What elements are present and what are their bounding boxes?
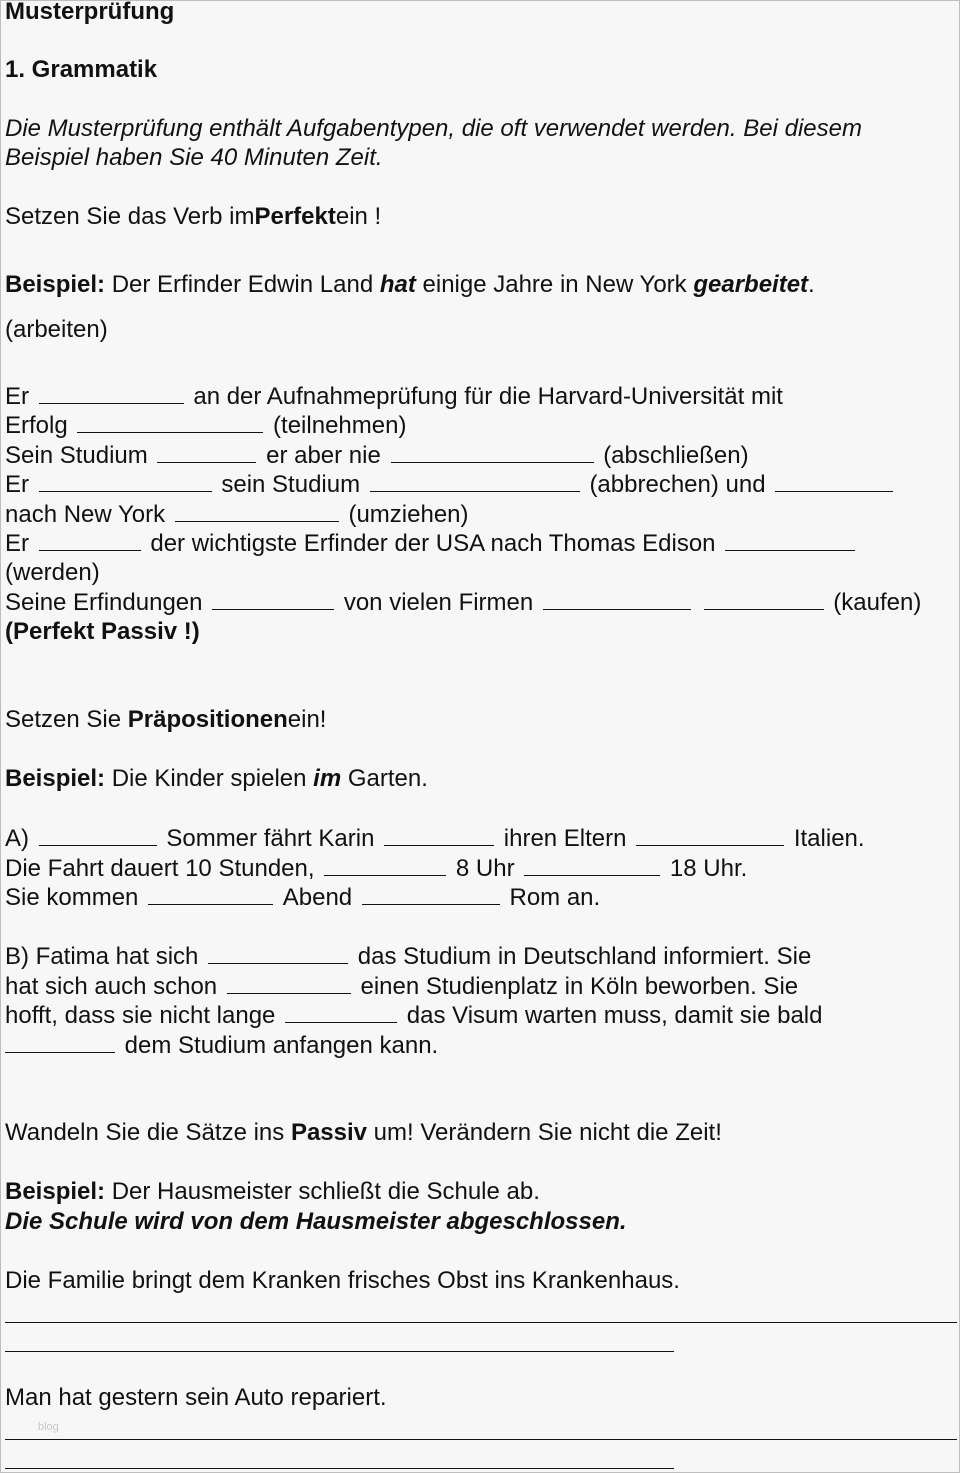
praep-a-line-3: Sie kommen Abend Rom an. <box>5 884 601 911</box>
perfekt-line-4: Er sein Studium (abbrechen) und <box>5 469 896 500</box>
answer-blank[interactable] <box>148 882 273 905</box>
passiv-example: Beispiel: Der Hausmeister schließt die Schule ab. <box>5 1178 540 1205</box>
answer-line[interactable] <box>5 1468 674 1469</box>
answer-line[interactable] <box>5 1351 674 1352</box>
answer-line[interactable] <box>5 1439 957 1440</box>
answer-blank[interactable] <box>362 882 500 905</box>
praep-a-line-1: A) Sommer fährt Karin ihren Eltern Italien. <box>5 825 865 852</box>
perfekt-line-3: Sein Studium er aber nie (abschließen) <box>5 442 749 469</box>
answer-blank[interactable] <box>725 528 855 551</box>
perfekt-example: Beispiel: Der Erfinder Edwin Land hat einige Jahre in New York gearbeitet. <box>5 271 815 298</box>
answer-blank[interactable] <box>324 853 446 876</box>
page-title: Musterprüfung <box>5 0 175 25</box>
answer-blank[interactable] <box>524 853 660 876</box>
answer-blank[interactable] <box>5 1030 115 1053</box>
passiv-sentence-2: Man hat gestern sein Auto repariert. <box>5 1384 387 1411</box>
perfekt-line-8: Seine Erfindungen von vielen Firmen (kaufen) <box>5 589 922 616</box>
answer-blank[interactable] <box>391 440 594 463</box>
answer-blank[interactable] <box>39 381 184 404</box>
perfekt-line-5: nach New York (umziehen) <box>5 501 469 528</box>
section-heading: 1. Grammatik <box>5 56 158 83</box>
watermark: blog <box>38 1421 59 1433</box>
answer-blank[interactable] <box>39 469 212 492</box>
answer-blank[interactable] <box>636 823 784 846</box>
answer-blank[interactable] <box>39 823 157 846</box>
perfekt-line-2: Erfolg (teilnehmen) <box>5 412 407 439</box>
intro-line-2: Beispiel haben Sie 40 Minuten Zeit. <box>5 144 383 171</box>
answer-blank[interactable] <box>77 410 263 433</box>
praep-a-line-2: Die Fahrt dauert 10 Stunden, 8 Uhr 18 Uhr. <box>5 855 748 882</box>
perfekt-line-6: Er der wichtigste Erfinder der USA nach Thomas Edison <box>5 528 858 559</box>
answer-blank[interactable] <box>227 971 351 994</box>
answer-blank[interactable] <box>543 587 691 610</box>
answer-blank[interactable] <box>704 587 824 610</box>
praep-b-line-4: dem Studium anfangen kann. <box>5 1030 438 1061</box>
intro-line-1: Die Musterprüfung enthält Aufgabentypen, die oft verwendet werden. Bei diesem <box>5 115 862 142</box>
answer-blank[interactable] <box>212 587 334 610</box>
passiv-instruction: Wandeln Sie die Sätze ins Passiv um! Verändern Sie nicht die Zeit! <box>5 1119 722 1146</box>
praep-b-line-2: hat sich auch schon einen Studienplatz in Köln beworben. Sie <box>5 973 799 1000</box>
perfekt-line-7: (werden) <box>5 559 100 586</box>
answer-blank[interactable] <box>370 469 580 492</box>
answer-blank[interactable] <box>775 469 893 492</box>
answer-blank[interactable] <box>157 440 256 463</box>
answer-blank[interactable] <box>175 499 339 522</box>
praep-b-line-3: hofft, dass sie nicht lange das Visum warten muss, damit sie bald <box>5 1002 823 1029</box>
praep-b-line-1: B) Fatima hat sich das Studium in Deutschland informiert. Sie <box>5 943 812 970</box>
praep-example: Beispiel: Die Kinder spielen im Garten. <box>5 765 428 792</box>
praep-instruction: Setzen Sie Präpositionenein! <box>5 706 327 733</box>
perfekt-instruction: Setzen Sie das Verb imPerfektein ! <box>5 203 382 230</box>
perfekt-line-1: Er an der Aufnahmeprüfung für die Harvard-Universität mit <box>5 383 783 410</box>
answer-line[interactable] <box>5 1322 957 1323</box>
perfekt-passiv-note: (Perfekt Passiv !) <box>5 618 200 645</box>
answer-blank[interactable] <box>39 528 141 551</box>
answer-blank[interactable] <box>208 941 348 964</box>
perfekt-example-verb: (arbeiten) <box>5 316 108 343</box>
answer-blank[interactable] <box>384 823 494 846</box>
passiv-sentence-1: Die Familie bringt dem Kranken frisches Obst ins Krankenhaus. <box>5 1267 680 1294</box>
answer-blank[interactable] <box>285 1000 397 1023</box>
passiv-example-answer: Die Schule wird von dem Hausmeister abgeschlossen. <box>5 1208 627 1235</box>
